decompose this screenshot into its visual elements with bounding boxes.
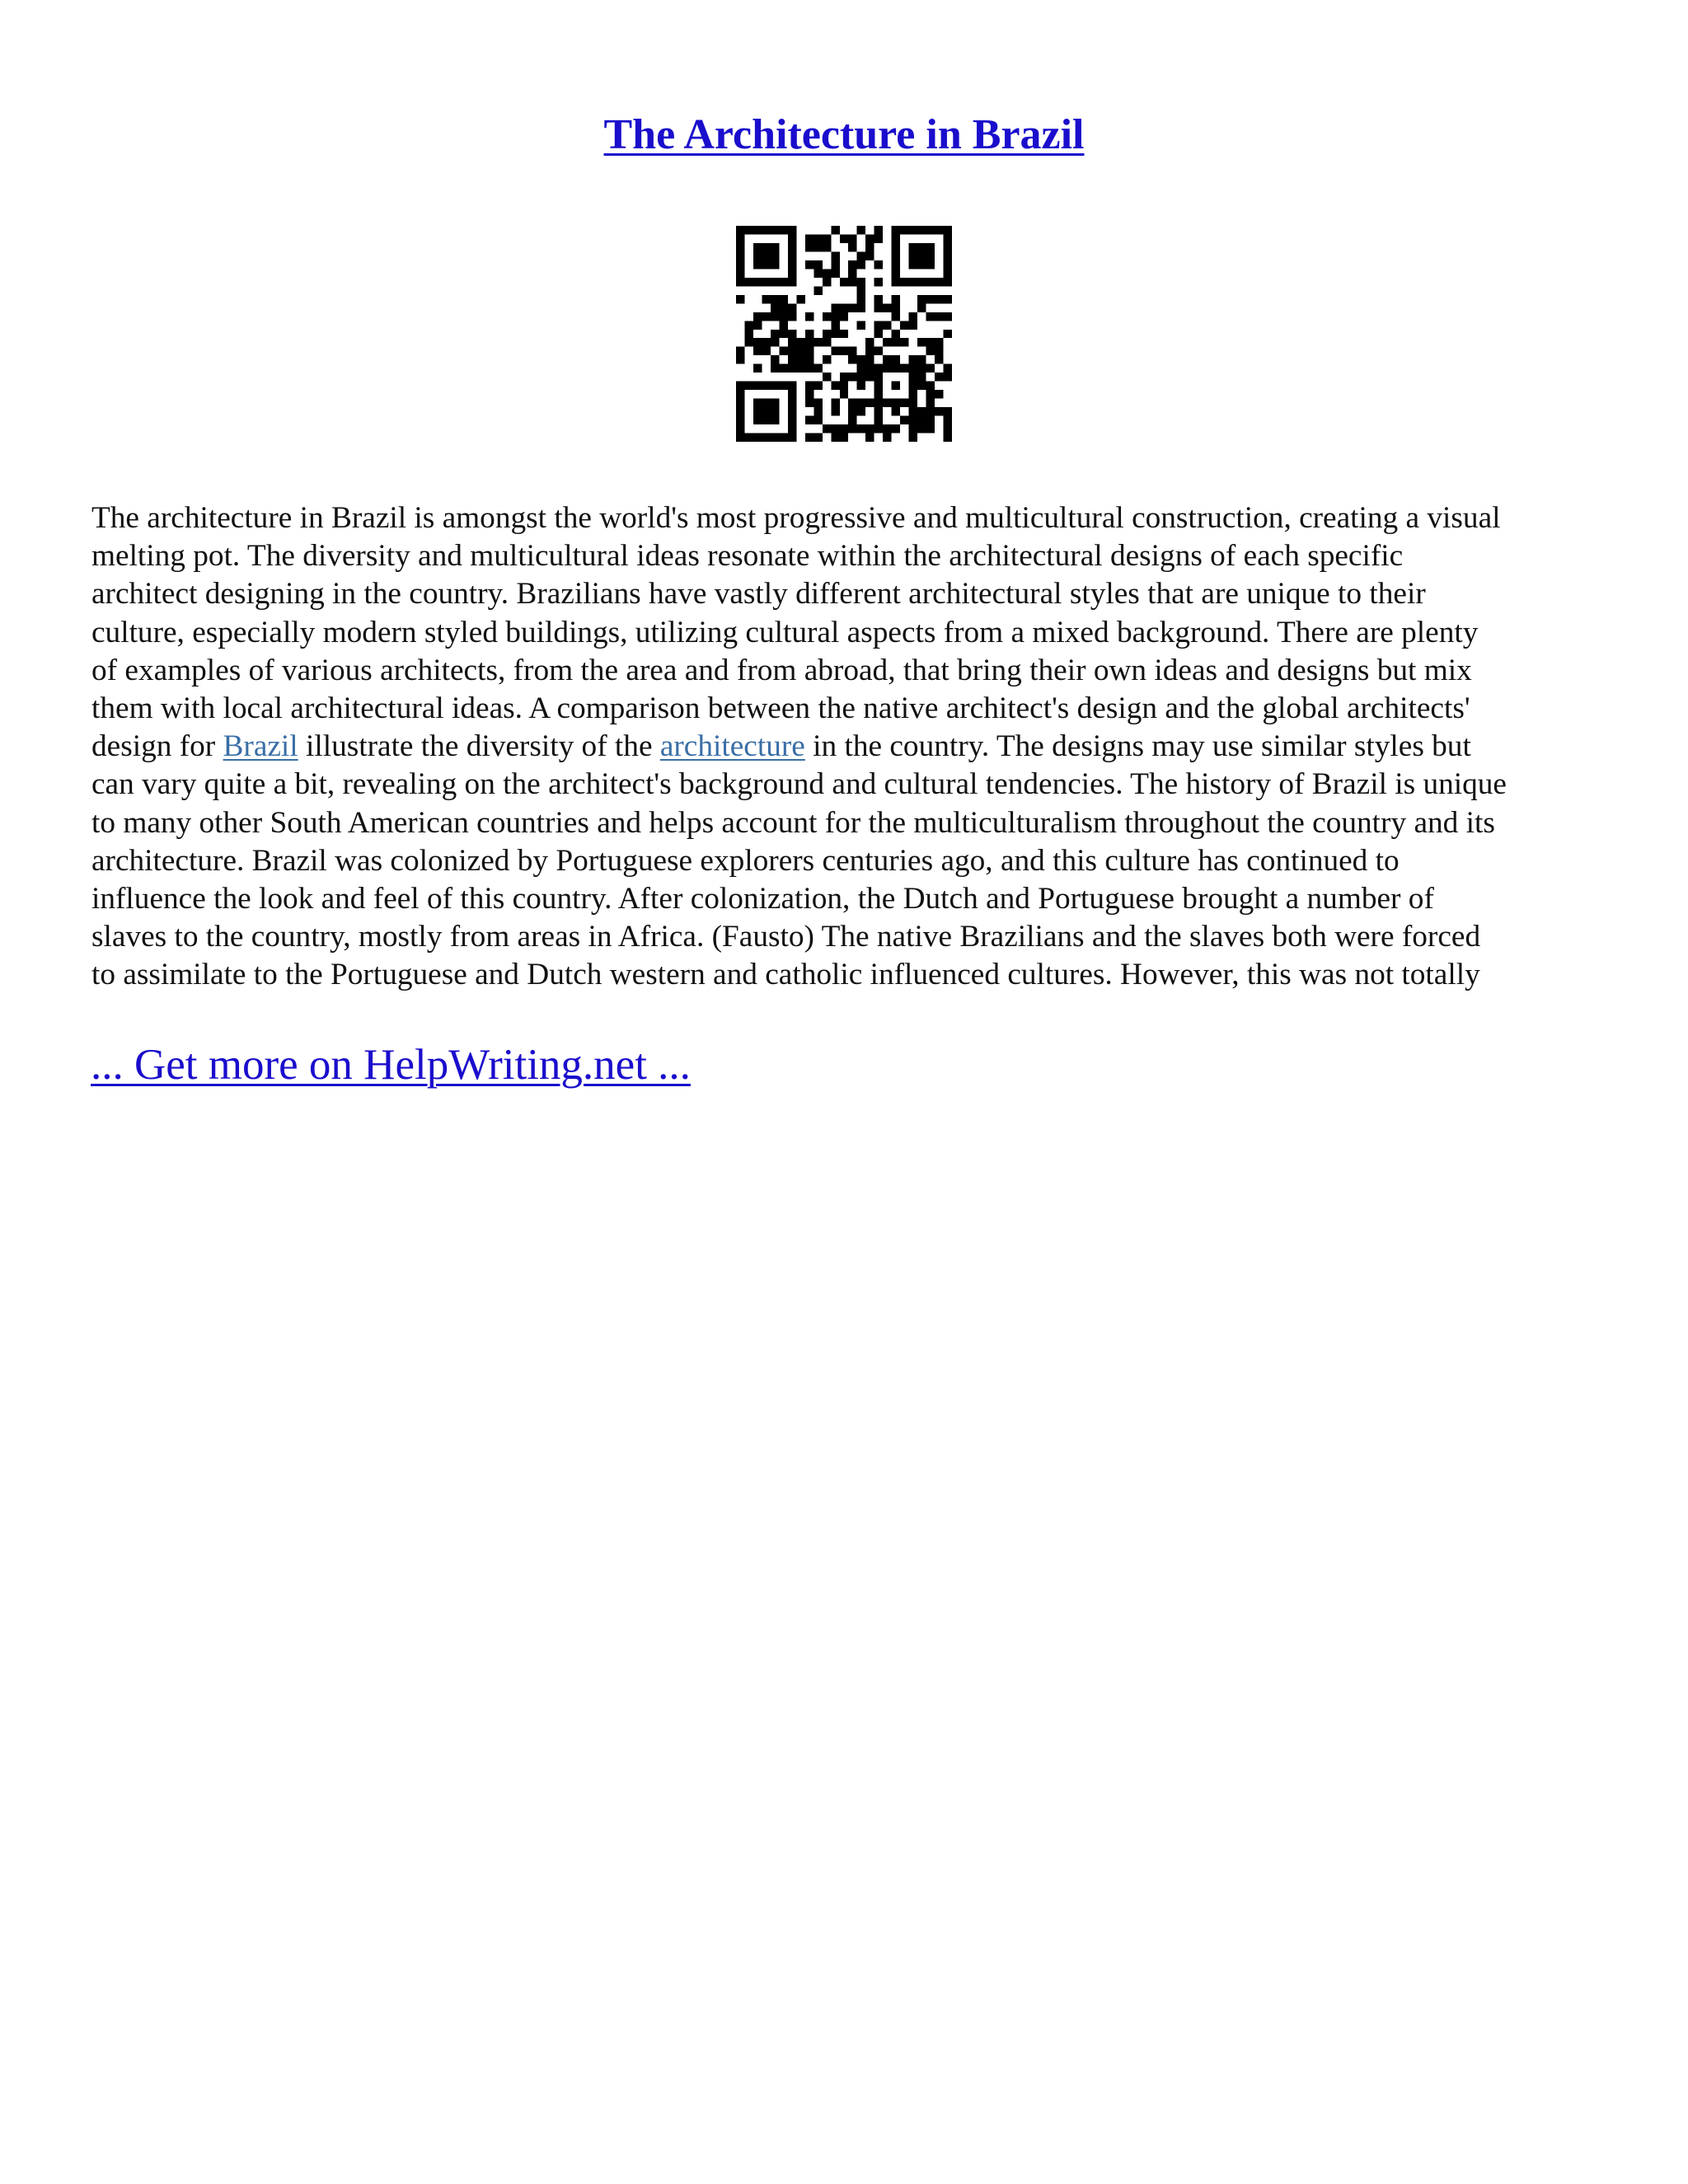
body-line: melting pot. The diversity and multicultural ideas resonate within the architectural designs of each specific [91, 539, 1404, 574]
article-body [91, 499, 1600, 995]
get-more-paragraph [91, 1038, 691, 1091]
text-span: design for [91, 729, 223, 764]
body-line: slaves to the country, mostly from areas in Africa. (Fausto) The native Brazilians and the slaves both were forced [91, 920, 1481, 954]
text-span: illustrate the diversity of the [298, 729, 660, 764]
body-line: architecture. Brazil was colonized by Portuguese explorers centuries ago, and this culture has continued to [91, 843, 1400, 878]
get-more-link[interactable]: ... Get more on HelpWriting.net ... [91, 1041, 691, 1089]
brazil-link[interactable]: Brazil [223, 729, 298, 764]
body-line: The architecture in Brazil is amongst the world's most progressive and multicultural construction, creating a visual [91, 501, 1501, 535]
body-line: culture, especially modern styled buildings, utilizing cultural aspects from a mixed background. There are plenty [91, 615, 1479, 649]
page-title [0, 109, 1688, 162]
body-line: can vary quite a bit, revealing on the architect's background and cultural tendencies. The history of Brazil is unique [91, 767, 1507, 802]
body-line-with-links [91, 728, 1600, 766]
title-link[interactable]: The Architecture in Brazil [603, 111, 1085, 158]
architecture-link[interactable]: architecture [659, 729, 805, 764]
body-line: to many other South American countries and helps account for the multiculturalism throughout the country and its [91, 805, 1495, 840]
body-line: influence the look and feel of this country. After colonization, the Dutch and Portuguese brought a number of [91, 882, 1434, 916]
text-span: in the country. The designs may use similar styles but [804, 729, 1471, 764]
qr-code-icon [736, 226, 952, 442]
body-line: of examples of various architects, from the area and from abroad, that bring their own ideas and designs but mix [91, 653, 1472, 687]
body-line: architect designing in the country. Brazilians have vastly different architectural styles that are unique to their [91, 577, 1426, 612]
body-line: them with local architectural ideas. A comparison between the native architect's design and the global architects' [91, 691, 1470, 726]
body-line: to assimilate to the Portuguese and Dutch western and catholic influenced cultures. However, this was not totally [91, 958, 1480, 992]
